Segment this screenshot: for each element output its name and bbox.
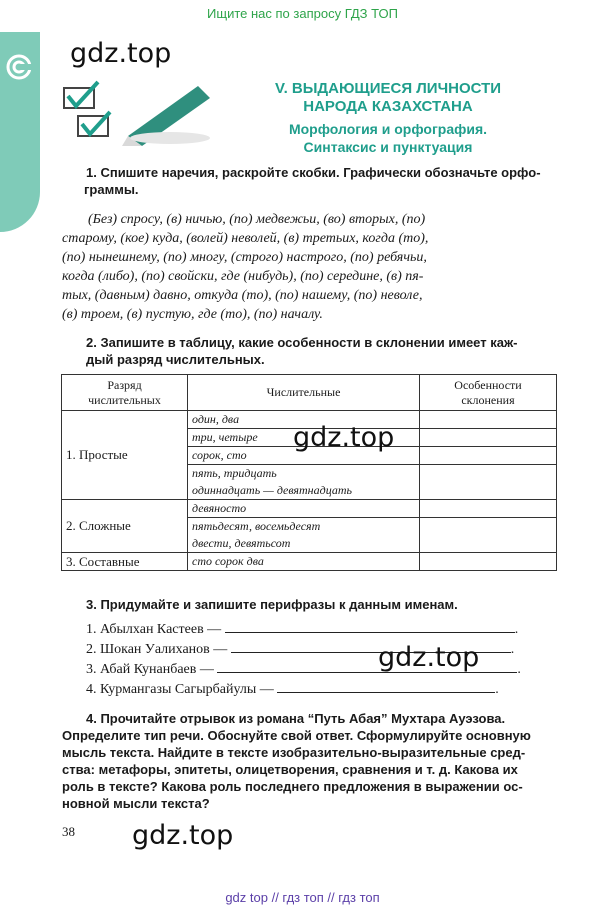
task2-heading-line2: дый разряд числительных. xyxy=(86,352,265,367)
periphrasis-row: 1. Абылхан Кастеев — . xyxy=(86,622,519,637)
compound-item: сто сорок два xyxy=(188,553,420,571)
task1-line: когда (либо), (по) свойски, где (нибудь), (по) середине, (в) пя- xyxy=(62,269,424,284)
complex-item: двести, девятьсот xyxy=(192,536,291,550)
page-number: 38 xyxy=(62,824,75,839)
chapter-subtitle xyxy=(248,120,528,156)
task1-line: (в) троем, (в) пустую, где (то), (по) началу. xyxy=(62,307,323,322)
answer-cell[interactable] xyxy=(420,447,557,465)
table-header-row xyxy=(62,375,557,411)
watermark: gdz.top xyxy=(378,642,480,673)
chapter-title-line1: V. ВЫДАЮЩИЕСЯ ЛИЧНОСТИ xyxy=(274,80,502,97)
numerals-table xyxy=(61,374,557,571)
watermark: gdz.top xyxy=(293,422,395,453)
simple-item-multi xyxy=(188,465,420,500)
row-compound-label: 3. Составные xyxy=(62,553,188,571)
complex-item: девяносто xyxy=(188,500,420,518)
simple-item: один, два xyxy=(188,411,420,429)
answer-cell[interactable] xyxy=(420,465,557,500)
periphrasis-name: 2. Шокан Уалиханов — xyxy=(86,642,228,657)
periphrasis-name: 1. Абылхан Кастеев — xyxy=(86,622,222,637)
task3-list xyxy=(86,620,556,700)
header-features-line1: Особенности xyxy=(454,377,522,392)
header-numerals: Числительные xyxy=(188,375,420,411)
answer-line[interactable] xyxy=(225,621,515,633)
task4-line: мысль текста. Найдите в тексте изобразительно-выразительные сред- xyxy=(62,745,526,760)
task4-line: роль в тексте? Какова роль последнего предложения в выражении ос- xyxy=(62,779,523,794)
task1-heading xyxy=(86,164,556,198)
header-category xyxy=(62,375,188,411)
swirl-icon xyxy=(6,54,32,80)
answer-cell[interactable] xyxy=(420,411,557,429)
complex-item-multi xyxy=(188,518,420,553)
task2-heading xyxy=(86,334,556,368)
chapter-subtitle-line2: Синтаксис и пунктуация xyxy=(303,139,473,155)
task1-line: старому, (кое) куда, (волей) неволей, (в) третьих, когда (то), xyxy=(62,231,429,246)
footer-links[interactable]: gdz top // гдз топ // гдз топ xyxy=(225,890,380,905)
checkbox-pencil-icon xyxy=(58,76,212,148)
task3-heading: 3. Придумайте и запишите перифразы к данным именам. xyxy=(86,597,458,612)
simple-item: одиннадцать — девятнадцать xyxy=(192,483,352,497)
task1-text xyxy=(62,210,556,324)
watermark: gdz.top xyxy=(70,38,172,69)
periphrasis-row: 4. Курмангазы Сагырбайулы — . xyxy=(86,682,499,697)
task1-line: (по) нынешнему, (по) многу, (строго) настрого, (по) ребячьи, xyxy=(62,250,427,265)
header-features xyxy=(420,375,557,411)
answer-cell[interactable] xyxy=(420,429,557,447)
task1-line: тых, (давным) давно, откуда (то), (по) нашему, (по) неволе, xyxy=(62,288,423,303)
row-simple-label: 1. Простые xyxy=(62,411,188,500)
answer-cell[interactable] xyxy=(420,518,557,553)
chapter-title xyxy=(248,80,528,116)
chapter-subtitle-line1: Морфология и орфография. xyxy=(288,121,488,137)
header-category-line1: Разряд xyxy=(107,377,142,392)
top-banner: Ищите нас по запросу ГДЗ ТОП xyxy=(207,6,398,21)
task4-line: Определите тип речи. Обоснуйте свой ответ. Сформулируйте основную xyxy=(62,728,531,743)
periphrasis-row: 3. Абай Кунанбаев — . xyxy=(86,662,521,677)
task1-heading-line2: граммы. xyxy=(84,182,139,197)
table-row xyxy=(62,553,557,571)
answer-cell[interactable] xyxy=(420,553,557,571)
periphrasis-name: 3. Абай Кунанбаев — xyxy=(86,662,214,677)
row-complex-label: 2. Сложные xyxy=(62,500,188,553)
header-features-line2: склонения xyxy=(461,392,515,407)
task2-heading-line1: 2. Запишите в таблицу, какие особенности в склонении имеет каж- xyxy=(86,335,518,350)
simple-item: пять, тридцать xyxy=(192,466,277,480)
table-row xyxy=(62,500,557,518)
complex-item: пятьдесят, восемьдесят xyxy=(192,519,321,533)
simple-item: три, четыре xyxy=(188,429,420,447)
watermark: gdz.top xyxy=(132,820,234,851)
task4-line: 4. Прочитайте отрывок из романа “Путь Абая” Мухтара Ауэзова. xyxy=(86,711,506,726)
answer-line[interactable] xyxy=(277,681,495,693)
answer-cell[interactable] xyxy=(420,500,557,518)
task4-heading xyxy=(62,710,558,812)
periphrasis-row: 2. Шокан Уалиханов — . xyxy=(86,642,515,657)
periphrasis-name: 4. Курмангазы Сагырбайулы — xyxy=(86,682,274,697)
task1-line: (Без) спросу, (в) ничью, (по) медвежьи, (во) вторых, (по) xyxy=(88,212,426,227)
task4-line: ства: метафоры, эпитеты, олицетворения, сравнения и т. д. Какова их xyxy=(62,762,518,777)
simple-item: сорок, сто xyxy=(188,447,420,465)
task4-line: новной мысли текста? xyxy=(62,796,210,811)
header-category-line2: числительных xyxy=(88,392,161,407)
chapter-title-line2: НАРОДА КАЗАХСТАНА xyxy=(303,98,473,115)
task1-heading-line1: 1. Спишите наречия, раскройте скобки. Графически обозначьте орфо- xyxy=(86,165,541,180)
